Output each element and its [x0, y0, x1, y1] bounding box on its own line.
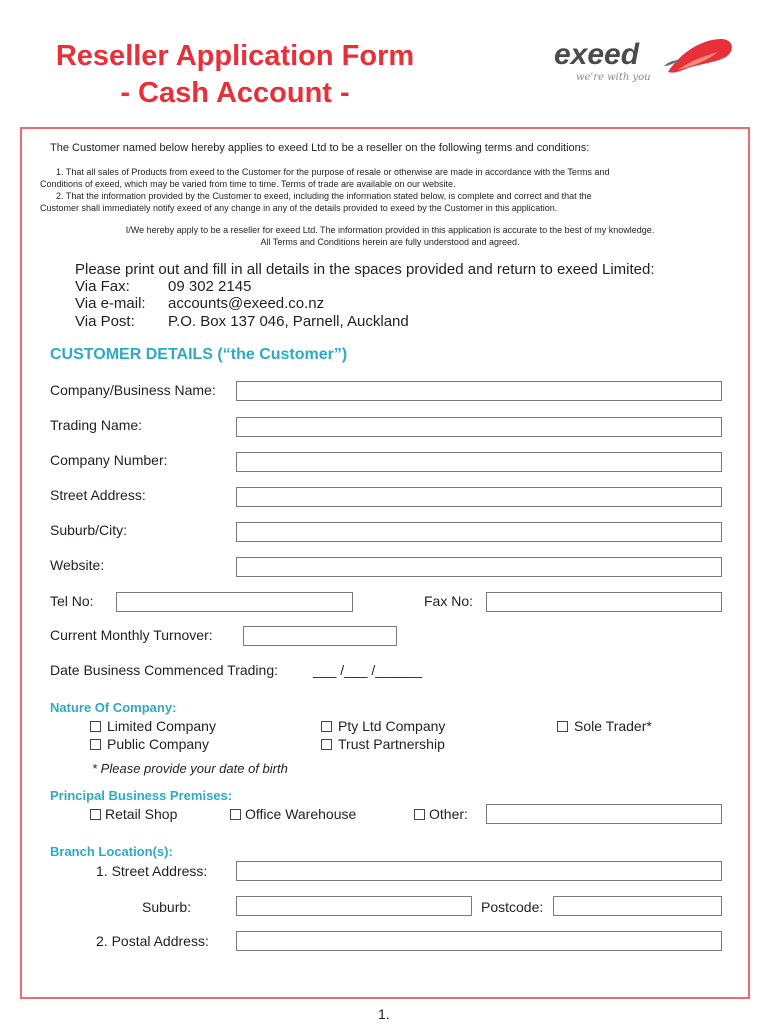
checkbox-icon[interactable]	[321, 721, 332, 732]
date-commenced-blank[interactable]: ___ /___ /______	[313, 662, 422, 678]
company-number-field[interactable]	[236, 452, 722, 472]
website-label: Website:	[50, 557, 105, 573]
company-number-label: Company Number:	[50, 452, 168, 468]
option-label: Public Company	[107, 736, 209, 752]
option-label: Office Warehouse	[245, 806, 357, 822]
form-title-line1: Reseller Application Form	[55, 40, 415, 72]
premises-heading: Principal Business Premises:	[50, 788, 233, 803]
declaration-line1: I/We hereby apply to be a reseller for exeed Ltd. The information provided in this application is accurate to the best of my knowledge.	[125, 225, 655, 235]
option-label: Retail Shop	[105, 806, 178, 822]
fax-label: Via Fax:	[75, 278, 130, 295]
branch-heading: Branch Location(s):	[50, 844, 173, 859]
logo-wordmark: exeed	[554, 38, 640, 71]
option-label: Sole Trader*	[574, 718, 652, 734]
branch-suburb-label: Suburb:	[142, 899, 192, 915]
option-trust-partnership[interactable]	[321, 736, 445, 752]
fax-no-field[interactable]	[486, 592, 722, 612]
checkbox-icon[interactable]	[90, 809, 101, 820]
tel-label: Tel No:	[50, 593, 94, 609]
term-1-line2: Conditions of exeed, which may be varied from time to time. Terms of trade are available on our website.	[40, 179, 456, 189]
option-sole-trader[interactable]	[557, 718, 652, 734]
logo-swirl-icon	[658, 36, 738, 78]
checkbox-icon[interactable]	[321, 739, 332, 750]
branch-street-label: 1. Street Address:	[96, 863, 208, 879]
term-2-line2: Customer shall immediately notify exeed of any change in any of the details provided to exeed by the Customer in this application.	[40, 203, 558, 213]
branch-street-field[interactable]	[236, 861, 722, 881]
trading-name-label: Trading Name:	[50, 417, 143, 433]
intro-statement: The Customer named below hereby applies to exeed Ltd to be a reseller on the following terms and conditions:	[50, 142, 590, 154]
email-value: accounts@exeed.co.nz	[168, 295, 325, 312]
option-office-warehouse[interactable]	[230, 806, 356, 822]
fax-value: 09 302 2145	[168, 278, 252, 295]
fax-no-label: Fax No:	[424, 593, 474, 609]
customer-details-heading: CUSTOMER DETAILS (“the Customer”)	[50, 346, 348, 363]
term-2-line1: 2. That the information provided by the Customer to exeed, including the information stated below, is complete and correct and that the	[56, 191, 592, 201]
post-label: Via Post:	[75, 313, 135, 330]
branch-postal-label: 2. Postal Address:	[96, 933, 209, 949]
checkbox-icon[interactable]	[557, 721, 568, 732]
term-1-line1: 1. That all sales of Products from exeed to the Customer for the purpose of resale or otherwise are made in accordance with the Terms and	[56, 167, 610, 177]
option-label: Limited Company	[107, 718, 216, 734]
website-field[interactable]	[236, 557, 722, 577]
street-address-label: Street Address:	[50, 487, 146, 503]
option-label: Other:	[429, 806, 468, 822]
page-number: 1.	[378, 1006, 390, 1022]
tel-field[interactable]	[116, 592, 353, 612]
post-value: P.O. Box 137 046, Parnell, Auckland	[168, 313, 409, 330]
suburb-city-field[interactable]	[236, 522, 722, 542]
dob-note: * Please provide your date of birth	[92, 761, 288, 776]
option-label: Trust Partnership	[338, 736, 445, 752]
option-label: Pty Ltd Company	[338, 718, 446, 734]
option-other[interactable]	[414, 806, 468, 822]
company-name-field[interactable]	[236, 381, 722, 401]
form-title-line2: - Cash Account -	[120, 77, 350, 109]
other-premises-field[interactable]	[486, 804, 722, 824]
branch-suburb-field[interactable]	[236, 896, 472, 916]
branch-postal-field[interactable]	[236, 931, 722, 951]
checkbox-icon[interactable]	[230, 809, 241, 820]
exeed-logo	[550, 36, 740, 86]
checkbox-icon[interactable]	[414, 809, 425, 820]
trading-name-field[interactable]	[236, 417, 722, 437]
checkbox-icon[interactable]	[90, 739, 101, 750]
date-commenced-label: Date Business Commenced Trading:	[50, 662, 278, 678]
option-limited-company[interactable]	[90, 718, 216, 734]
contact-instruction: Please print out and fill in all details in the spaces provided and return to exeed Limited:	[75, 261, 655, 278]
option-public-company[interactable]	[90, 736, 209, 752]
option-pty-ltd-company[interactable]	[321, 718, 445, 734]
logo-tagline: we're with you	[576, 72, 651, 83]
turnover-field[interactable]	[243, 626, 397, 646]
branch-postcode-label: Postcode:	[481, 899, 544, 915]
company-name-label: Company/Business Name:	[50, 382, 216, 398]
email-label: Via e-mail:	[75, 295, 146, 312]
suburb-city-label: Suburb/City:	[50, 522, 128, 538]
declaration-line2: All Terms and Conditions herein are fully understood and agreed.	[260, 237, 520, 247]
option-retail-shop[interactable]	[90, 806, 177, 822]
branch-postcode-field[interactable]	[553, 896, 722, 916]
street-address-field[interactable]	[236, 487, 722, 507]
terms-list	[40, 166, 720, 214]
nature-heading: Nature Of Company:	[50, 700, 177, 715]
checkbox-icon[interactable]	[90, 721, 101, 732]
turnover-label: Current Monthly Turnover:	[50, 627, 213, 643]
declaration	[40, 224, 740, 248]
